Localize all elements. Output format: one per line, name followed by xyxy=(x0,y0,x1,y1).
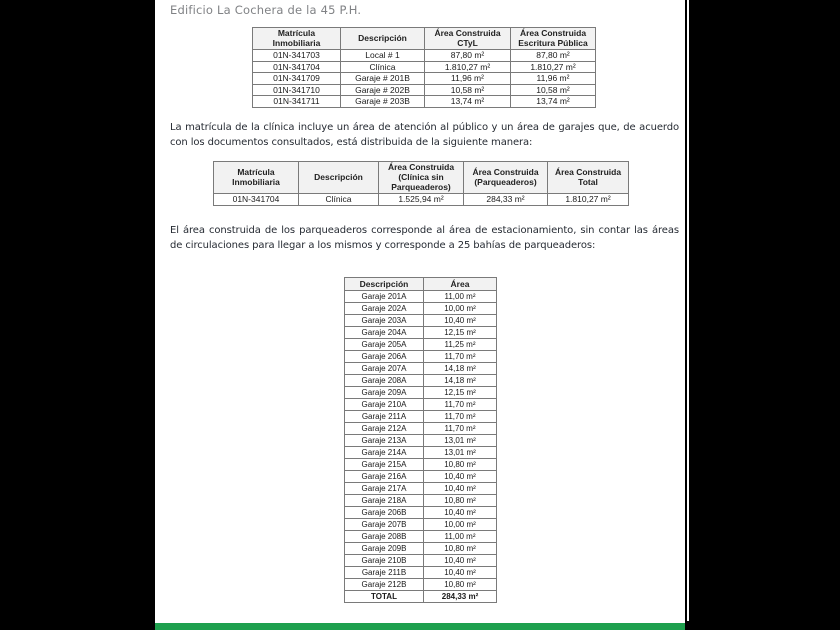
table-row xyxy=(345,291,497,303)
col-header-area-total: Área Construida Total xyxy=(548,162,629,194)
table-cell: 10,40 m² xyxy=(424,567,497,579)
table-cell: 01N-341704 xyxy=(253,61,341,73)
table-cell: 12,15 m² xyxy=(424,387,497,399)
table-row xyxy=(345,411,497,423)
total-value: 284,33 m² xyxy=(424,591,497,603)
table-cell: Garaje # 202B xyxy=(341,84,425,96)
page-title: Edificio La Cochera de la 45 P.H. xyxy=(170,3,362,17)
clinic-area-breakdown-table xyxy=(213,161,629,206)
property-registry-table xyxy=(252,27,596,108)
table-cell: 10,58 m² xyxy=(511,84,596,96)
table-cell: 14,18 m² xyxy=(424,363,497,375)
table-row xyxy=(253,84,596,96)
table-cell: Clínica xyxy=(341,61,425,73)
table-row xyxy=(345,555,497,567)
table-cell: 01N-341711 xyxy=(253,96,341,108)
table-row xyxy=(345,483,497,495)
table-cell: 13,74 m² xyxy=(425,96,511,108)
table-cell: 10,40 m² xyxy=(424,315,497,327)
table-cell: 10,00 m² xyxy=(424,519,497,531)
table-row xyxy=(345,531,497,543)
table-cell: 11,96 m² xyxy=(511,73,596,85)
col-header-area: Área xyxy=(424,278,497,291)
table-row xyxy=(345,363,497,375)
table-cell: Garaje 218A xyxy=(345,495,424,507)
table-cell: Garaje 207A xyxy=(345,363,424,375)
table-cell: 10,40 m² xyxy=(424,555,497,567)
table-row xyxy=(345,375,497,387)
table-cell: 10,40 m² xyxy=(424,483,497,495)
table-row xyxy=(345,495,497,507)
table-cell: 284,33 m² xyxy=(464,194,548,206)
table-cell: Garaje 215A xyxy=(345,459,424,471)
table-row xyxy=(253,96,596,108)
table-header-row xyxy=(214,162,629,194)
table-cell: 10,80 m² xyxy=(424,459,497,471)
table-row xyxy=(345,399,497,411)
table-cell: 10,00 m² xyxy=(424,303,497,315)
table-cell: 1.810,27 m² xyxy=(511,61,596,73)
table-cell: Garaje 209A xyxy=(345,387,424,399)
table-cell: Garaje # 201B xyxy=(341,73,425,85)
table-row xyxy=(345,339,497,351)
table-total-row xyxy=(345,591,497,603)
table-cell: Garaje 212B xyxy=(345,579,424,591)
table-row xyxy=(345,387,497,399)
table-row xyxy=(345,459,497,471)
table-row xyxy=(345,351,497,363)
table-cell: 11,25 m² xyxy=(424,339,497,351)
left-black-panel xyxy=(0,0,155,630)
table-cell: 11,00 m² xyxy=(424,291,497,303)
table-cell: 13,01 m² xyxy=(424,447,497,459)
table-cell: Garaje 216A xyxy=(345,471,424,483)
table-cell: Garaje 202A xyxy=(345,303,424,315)
table-row xyxy=(253,50,596,62)
total-label: TOTAL xyxy=(345,591,424,603)
parking-areas-table xyxy=(344,277,497,603)
right-black-panel xyxy=(685,0,840,630)
table-cell: 10,58 m² xyxy=(425,84,511,96)
table-cell: 11,70 m² xyxy=(424,351,497,363)
table-header-row xyxy=(345,278,497,291)
table-cell: 1.810,27 m² xyxy=(548,194,629,206)
table-cell: 12,15 m² xyxy=(424,327,497,339)
green-footer-bar xyxy=(155,623,685,630)
table-cell: 11,70 m² xyxy=(424,423,497,435)
table-cell: 01N-341709 xyxy=(253,73,341,85)
table-cell: Garaje 204A xyxy=(345,327,424,339)
col-header-descripcion: Descripción xyxy=(341,28,425,50)
document-page xyxy=(155,0,685,630)
table-row xyxy=(345,303,497,315)
table-header-row xyxy=(253,28,596,50)
table-cell: 14,18 m² xyxy=(424,375,497,387)
paragraph-clinic-distribution: La matrícula de la clínica incluye un área de atención al público y un área de garajes que, de acuerdo con los documentos consultados, está distribuida de la siguiente manera: xyxy=(170,122,679,149)
table-cell: Garaje 205A xyxy=(345,339,424,351)
table-row xyxy=(345,327,497,339)
table-cell: Garaje 211A xyxy=(345,411,424,423)
table-row xyxy=(345,471,497,483)
page-edge-line xyxy=(687,0,689,621)
table-cell: Garaje 208A xyxy=(345,375,424,387)
table-cell: 10,40 m² xyxy=(424,507,497,519)
paragraph-parking-bays: El área construida de los parqueaderos corresponde al área de estacionamiento, sin contar las áreas de circulaciones para llegar a los mismos y corresponde a 25 bahías de parqueaderos: xyxy=(170,225,679,252)
table-cell: Garaje 214A xyxy=(345,447,424,459)
col-header-descripcion: Descripción xyxy=(299,162,379,194)
table-cell: Local # 1 xyxy=(341,50,425,62)
table-row xyxy=(345,567,497,579)
table-cell: 11,00 m² xyxy=(424,531,497,543)
table-row xyxy=(345,423,497,435)
table-cell: Garaje 209B xyxy=(345,543,424,555)
col-header-matricula: Matrícula Inmobiliaria xyxy=(253,28,341,50)
table-cell: 11,70 m² xyxy=(424,399,497,411)
table-cell: 13,74 m² xyxy=(511,96,596,108)
table-cell: Garaje 217A xyxy=(345,483,424,495)
col-header-area-ctyl: Área Construida CTyL xyxy=(425,28,511,50)
table-cell: 01N-341710 xyxy=(253,84,341,96)
table-cell: Garaje 201A xyxy=(345,291,424,303)
table-cell: 11,96 m² xyxy=(425,73,511,85)
table-cell: Garaje 212A xyxy=(345,423,424,435)
table-cell: Clínica xyxy=(299,194,379,206)
col-header-descripcion: Descripción xyxy=(345,278,424,291)
table-cell: 10,40 m² xyxy=(424,471,497,483)
table-cell: 13,01 m² xyxy=(424,435,497,447)
col-header-area-parqueaderos: Área Construida (Parqueaderos) xyxy=(464,162,548,194)
table-cell: Garaje 210A xyxy=(345,399,424,411)
table-row xyxy=(345,435,497,447)
table-row xyxy=(345,447,497,459)
table-cell: 1.810,27 m² xyxy=(425,61,511,73)
table-row xyxy=(345,579,497,591)
table-cell: Garaje 207B xyxy=(345,519,424,531)
table-row xyxy=(345,519,497,531)
table-cell: Garaje 211B xyxy=(345,567,424,579)
col-header-area-escritura: Área Construida Escritura Pública xyxy=(511,28,596,50)
col-header-area-clinica-sin-parqueaderos: Área Construida (Clínica sin Parqueaderos) xyxy=(379,162,464,194)
table-cell: 10,80 m² xyxy=(424,543,497,555)
table-cell: 01N-341703 xyxy=(253,50,341,62)
table-cell: 1.525,94 m² xyxy=(379,194,464,206)
table-cell: Garaje 208B xyxy=(345,531,424,543)
table-cell: Garaje # 203B xyxy=(341,96,425,108)
table-row xyxy=(253,61,596,73)
col-header-matricula: Matrícula Inmobiliaria xyxy=(214,162,299,194)
table-row xyxy=(345,315,497,327)
table-row xyxy=(253,73,596,85)
table-cell: Garaje 203A xyxy=(345,315,424,327)
table-row xyxy=(345,507,497,519)
table-cell: Garaje 206B xyxy=(345,507,424,519)
table-cell: 11,70 m² xyxy=(424,411,497,423)
table-row xyxy=(214,194,629,206)
table-cell: Garaje 210B xyxy=(345,555,424,567)
table-cell: 10,80 m² xyxy=(424,495,497,507)
table-cell: 01N-341704 xyxy=(214,194,299,206)
table-cell: Garaje 206A xyxy=(345,351,424,363)
table-cell: 87,80 m² xyxy=(425,50,511,62)
table-cell: Garaje 213A xyxy=(345,435,424,447)
table-row xyxy=(345,543,497,555)
table-cell: 87,80 m² xyxy=(511,50,596,62)
table-cell: 10,80 m² xyxy=(424,579,497,591)
